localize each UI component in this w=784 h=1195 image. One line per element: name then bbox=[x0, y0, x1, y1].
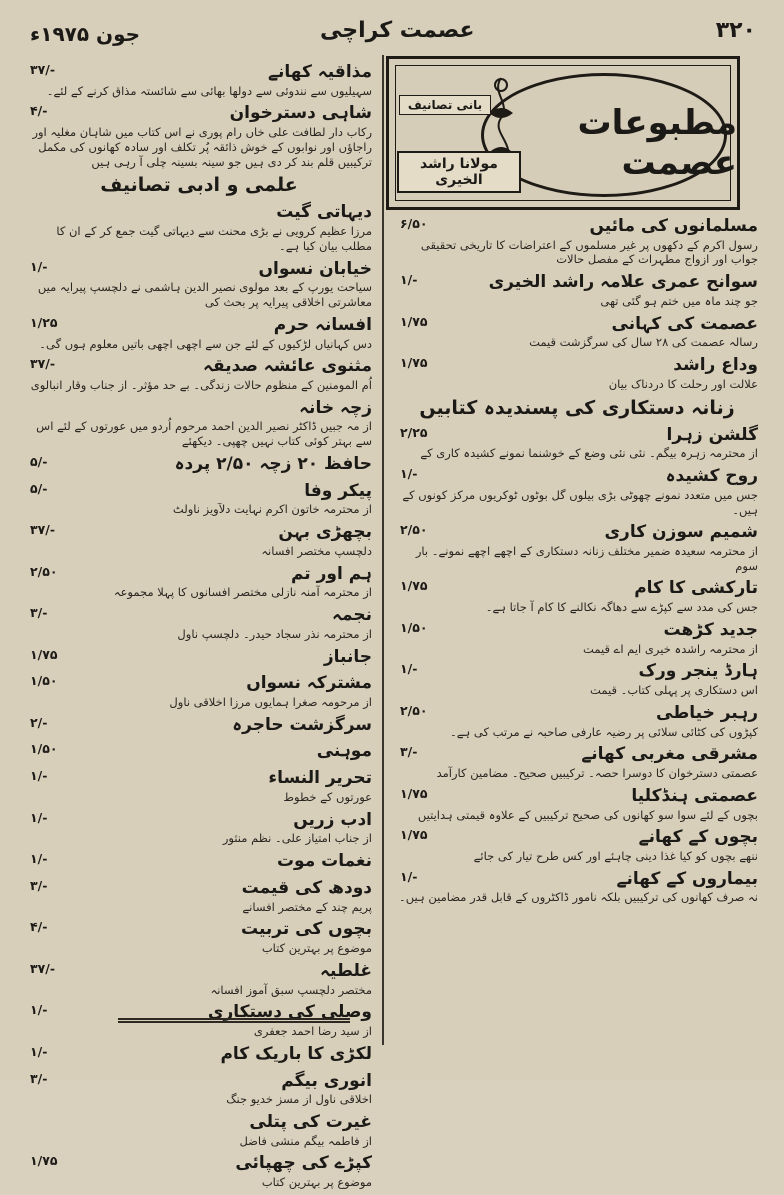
book-title: دیہاتی گیت bbox=[276, 202, 372, 223]
book-price: ۱/- bbox=[30, 1002, 48, 1018]
book-price: ۱/- bbox=[400, 868, 418, 884]
book-price: ۵/- bbox=[30, 480, 48, 496]
book-title: روح کشیدہ bbox=[665, 466, 758, 487]
book-entry bbox=[26, 202, 372, 253]
book-entry bbox=[26, 851, 372, 873]
book-title: ادب زریں bbox=[293, 809, 372, 830]
book-title: زچہ خانہ bbox=[299, 397, 372, 418]
book-description: جو چند ماہ میں ختم ہو گئی تھی bbox=[600, 293, 758, 308]
book-price: ۱/۷۵ bbox=[400, 827, 428, 843]
book-entry bbox=[26, 259, 372, 310]
book-description: از فاطمہ بیگم منشی فاضل bbox=[239, 1133, 372, 1148]
book-entry bbox=[26, 715, 372, 737]
book-description: جس میں متعدد نمونے چھوٹی بڑی بیلوں گل بوٹوں ٹوکریوں مرکز کونوں کے ہیں۔ bbox=[402, 487, 758, 517]
book-price: ۱/۷۵ bbox=[30, 1153, 58, 1169]
book-price: ۱/۵۰ bbox=[30, 673, 58, 689]
book-title: خیابان نسواں bbox=[258, 258, 372, 279]
book-entry bbox=[26, 62, 372, 98]
book-title: حافظ ۲۰ زچہ ۲/۵۰ پردہ bbox=[174, 453, 372, 474]
book-entry bbox=[26, 1153, 372, 1189]
book-price: ۲/۵۰ bbox=[30, 563, 58, 579]
book-title: غلطیہ bbox=[319, 960, 372, 981]
book-price: ۱/- bbox=[400, 466, 418, 482]
book-title: لکڑی کا باریک کام bbox=[220, 1043, 372, 1064]
book-description: عصمتی دسترخوان کا دوسرا حصہ۔ ترکیبیں صحیح۔ مضامین کارآمد bbox=[436, 766, 758, 781]
book-description: مختصر دلچسپ سبق آموز افسانہ bbox=[210, 982, 372, 997]
book-title: جانباز bbox=[323, 646, 372, 667]
book-price: ۳۷/- bbox=[30, 522, 56, 538]
book-title: جدید کڑھت bbox=[663, 619, 758, 640]
book-price: ۱/۲۵ bbox=[30, 314, 58, 330]
book-entry bbox=[26, 564, 372, 600]
book-entry bbox=[26, 315, 372, 351]
banner-title: مطبوعات عصمت bbox=[577, 103, 737, 183]
book-entry bbox=[26, 878, 372, 914]
book-title: نجمہ bbox=[332, 605, 372, 626]
book-title: بچوں کی تربیت bbox=[240, 919, 372, 940]
book-entry bbox=[396, 578, 758, 614]
book-description: پریم چند کے مختصر افسانے bbox=[242, 899, 372, 914]
book-price: ۱/۷۵ bbox=[400, 355, 428, 371]
book-price: ۱/۵۰ bbox=[30, 741, 58, 757]
book-price: ۳۷/- bbox=[30, 960, 56, 976]
book-entry bbox=[396, 620, 758, 656]
book-price: ۱/- bbox=[30, 258, 48, 274]
book-title: وصلی کی دستکاری bbox=[207, 1002, 372, 1023]
book-description: موضوع پر بہترین کتاب bbox=[261, 1175, 372, 1190]
book-title: مسلمانوں کی مائیں bbox=[589, 216, 758, 236]
book-entry bbox=[26, 673, 372, 709]
section-heading: زنانہ دستکاری کی پسندیدہ کتابیں bbox=[419, 396, 735, 419]
book-title: رہبر خیاطی bbox=[656, 702, 758, 723]
book-price: ۳/- bbox=[30, 1070, 48, 1086]
book-price: ۳۷/- bbox=[30, 62, 56, 77]
book-title: تحریر النساء bbox=[268, 768, 372, 789]
book-title: بچوں کے کھانے bbox=[638, 827, 758, 848]
book-description: اخلاقی ناول از مسز خدیو جنگ bbox=[226, 1092, 372, 1107]
book-title: دودھ کی قیمت bbox=[241, 877, 372, 898]
book-price: ۱/- bbox=[30, 851, 48, 867]
book-entry bbox=[396, 272, 758, 308]
book-entry bbox=[396, 216, 758, 267]
left-column bbox=[26, 62, 372, 1195]
book-title: عصمت کی کہانی bbox=[611, 313, 758, 334]
book-entry bbox=[396, 786, 758, 822]
book-title: وداع راشد bbox=[673, 355, 758, 376]
book-description: از مرحومہ صغرا ہمایوں مرزا اخلاقی ناول bbox=[169, 695, 372, 709]
book-price: ۱/- bbox=[30, 768, 48, 784]
book-entry bbox=[396, 466, 758, 517]
book-entry bbox=[396, 703, 758, 739]
magazine-title: عصمت کراچی bbox=[320, 18, 475, 43]
book-description: از محترمہ خاتون اکرم نہایت دلآویز ناولٹ bbox=[172, 502, 372, 517]
book-price: ۵/- bbox=[30, 453, 48, 469]
book-description: از محترمہ سعیدہ ضمیر مختلف زنانہ دستکاری کے اچھے اچھے نمونے۔ بار سوم bbox=[415, 544, 758, 573]
book-description: رکاب دار لطافت علی خاں رام پوری نے اس کتاب میں شاہان مغلیہ اور راجاؤں اور نوابوں کے خوش ذائقہ پُر تکلف اور سادہ کھانوں کی مکمل ترکیبیں قلم بند کر دی ہیں جو سینہ بسینہ چلی آ رہی ہیں bbox=[32, 125, 372, 169]
page-number: ۳۲۰ bbox=[715, 18, 756, 43]
book-entry bbox=[26, 356, 372, 392]
book-description: عورتوں کے خطوط bbox=[283, 789, 372, 804]
book-price: ۱/۷۵ bbox=[400, 578, 428, 594]
book-description: اُم المومنین کے منظوم حالات زندگی۔ بے حد مؤثر۔ از جناب وقار انبالوی bbox=[30, 377, 372, 392]
book-title: ہم اور تم bbox=[290, 563, 372, 584]
book-entry bbox=[26, 1071, 372, 1107]
book-title: مشرقی مغربی کھانے bbox=[581, 744, 758, 765]
banner-tag: بانی تصانیف bbox=[399, 95, 491, 115]
book-entry bbox=[26, 1044, 372, 1066]
book-entry bbox=[396, 744, 758, 780]
book-description: از محترمہ زہرہ بیگم۔ نئی نئی وضع کے خوشنما نمونے کشیدہ کاری کے bbox=[420, 446, 758, 461]
book-price: ۱/۵۰ bbox=[400, 619, 428, 635]
book-price: ۱/۷۵ bbox=[30, 646, 58, 662]
book-description: رسالہ عصمت کی ۲۸ سال کی سرگزشت قیمت bbox=[529, 335, 758, 350]
book-entry bbox=[396, 827, 758, 863]
book-description: دلچسپ مختصر افسانہ bbox=[261, 543, 372, 558]
book-title: مثنوی عائشہ صدیقہ bbox=[203, 356, 372, 377]
book-price: ۲/۵۰ bbox=[400, 522, 428, 538]
book-entry bbox=[26, 398, 372, 449]
book-price: ۲/۵۰ bbox=[400, 702, 428, 718]
book-title: عصمتی ہنڈکلیا bbox=[631, 785, 758, 806]
book-description: جس کی مدد سے کپڑے سے دھاگہ نکالنے کا کام آ جاتا ہے۔ bbox=[485, 600, 758, 615]
issue-date: جون ۱۹۷۵ء bbox=[30, 22, 141, 46]
book-entry bbox=[396, 314, 758, 350]
book-description: سیاحت یورپ کے بعد مولوی نصیر الدین ہاشمی نے دلچسپ پیرایہ میں معاشرتی اخلاقی پیرایہ پر بحث کی bbox=[37, 280, 372, 310]
book-title: بیماروں کے کھانے bbox=[616, 868, 758, 889]
book-entry bbox=[26, 741, 372, 763]
book-entry bbox=[396, 869, 758, 905]
book-title: نغمات موت bbox=[276, 851, 372, 872]
book-description: از محترمہ آمنہ نازلی مختصر افسانوں کا پہلا مجموعہ bbox=[113, 585, 372, 600]
book-price: ۴/- bbox=[30, 919, 48, 935]
book-description: دس کہانیاں لڑکیوں کے لئے جن سے اچھی اچھی باتیں معلوم ہوں گی۔ bbox=[39, 336, 372, 351]
book-price: ۱/۷۵ bbox=[400, 313, 428, 329]
book-price: ۱/- bbox=[30, 1043, 48, 1059]
book-price: ۳/- bbox=[400, 744, 418, 760]
book-entry bbox=[26, 961, 372, 997]
book-title: موہنی bbox=[316, 741, 372, 762]
book-entry bbox=[26, 647, 372, 669]
book-description: از محترمہ نذر سجاد حیدر۔ دلچسپ ناول bbox=[177, 626, 372, 641]
book-description: علالت اور رحلت کا دردناک بیان bbox=[608, 376, 758, 391]
book-description: از سید رضا احمد جعفری bbox=[253, 1024, 372, 1039]
book-title: شاہی دسترخوان bbox=[229, 103, 372, 124]
book-entry bbox=[26, 919, 372, 955]
book-price: ۴/- bbox=[30, 103, 48, 119]
section-heading: علمی و ادبی تصانیف bbox=[100, 174, 298, 197]
book-price: ۳/- bbox=[30, 877, 48, 893]
book-price: ۳/- bbox=[30, 605, 48, 621]
book-description: مرزا عظیم کرویی نے بڑی محنت سے دیہاتی گیت جمع کر کے ان کا مطلب بیان کیا ہے۔ bbox=[56, 224, 372, 253]
right-column bbox=[396, 216, 758, 910]
book-entry bbox=[396, 661, 758, 697]
book-title: بچھڑی بہن bbox=[278, 522, 372, 543]
book-entry bbox=[26, 454, 372, 476]
book-entry bbox=[396, 355, 758, 391]
book-price: ۶/۵۰ bbox=[400, 216, 428, 231]
column-divider bbox=[382, 55, 384, 1045]
book-entry bbox=[396, 425, 758, 461]
book-description: از مہ جبیں ڈاکٹر نصیر الدین احمد مرحوم اُردو میں عورتوں کے لئے اس سے بہتر کوئی کتاب نہیں چھپی۔ دیکھئے bbox=[36, 419, 372, 449]
book-description: از محترمہ راشدہ خیری ایم اے قیمت bbox=[583, 641, 758, 656]
book-entry bbox=[26, 605, 372, 641]
book-price: ۲/۲۵ bbox=[400, 424, 428, 440]
book-title: غیرت کی پتلی bbox=[249, 1112, 372, 1132]
book-price: ۱/- bbox=[400, 272, 418, 288]
book-title: کپڑے کی چھپائی bbox=[235, 1153, 372, 1174]
book-title: افسانہ حرم bbox=[273, 314, 372, 335]
book-description: نہ صرف کھانوں کی ترکیبیں بلکہ نامور ڈاکٹروں کے قابل قدر مضامین ہیں۔ bbox=[399, 890, 758, 905]
book-entry bbox=[26, 768, 372, 804]
book-title: سرگزشت حاجرہ bbox=[232, 714, 372, 735]
book-title: ہارڈ ینجر ورک bbox=[638, 661, 758, 682]
book-title: پیکر وفا bbox=[304, 480, 372, 501]
book-title: گلشن زہرا bbox=[666, 424, 758, 445]
book-description: موضوع پر بہترین کتاب bbox=[261, 941, 372, 956]
banner-author: مولانا راشد الخیری bbox=[397, 151, 521, 193]
book-title: شمیم سوزن کاری bbox=[604, 522, 758, 543]
book-description: از جناب امتیاز علی۔ نظم منثور bbox=[222, 831, 372, 846]
book-description: اس دستکاری پر پہلی کتاب۔ قیمت bbox=[590, 683, 758, 698]
book-description: سہیلیوں سے نندوئی سے دولھا بھائی سے شائستہ مذاق کرنے کے لئے۔ bbox=[46, 83, 372, 98]
book-description: ننھے بچوں کو کیا غذا دینی چاہئے اور کس طرح تیار کی جائے bbox=[473, 849, 758, 863]
book-price: ۳۷/- bbox=[30, 356, 56, 372]
book-description: رسول اکرم کے دکھوں پر غیر مسلموں کے اعتراضات کا تاریخی تحقیقی جواب اور ازواج مطہرات کے مفصل حالات bbox=[420, 237, 758, 267]
book-description: بچوں کے لئے سوا سو کھانوں کی صحیح ترکیبیں کے علاوہ قیمتی ہدایتیں bbox=[417, 807, 758, 822]
book-price: ۱/- bbox=[400, 661, 418, 677]
book-entry bbox=[26, 522, 372, 558]
book-price: ۱/- bbox=[30, 809, 48, 825]
book-entry bbox=[26, 481, 372, 517]
book-entry bbox=[26, 1112, 372, 1148]
book-description: کپڑوں کی کٹائی سلائی پر رضیہ عارفی صاحبہ نے مرتب کی ہے۔ bbox=[450, 724, 758, 739]
book-title: مشترکہ نسواں bbox=[246, 673, 372, 694]
book-price: ۱/۷۵ bbox=[400, 785, 428, 801]
book-title: سوانح عمری علامہ راشد الخیری bbox=[488, 272, 758, 293]
page-header bbox=[0, 0, 784, 56]
book-title: انوری بیگم bbox=[281, 1070, 372, 1091]
end-rule bbox=[118, 1018, 350, 1023]
publications-banner bbox=[386, 56, 740, 210]
book-title: مذاقیہ کھانے bbox=[268, 62, 372, 82]
book-price: ۲/- bbox=[30, 714, 48, 730]
book-entry bbox=[26, 103, 372, 169]
book-entry bbox=[26, 810, 372, 846]
book-title: تارکشی کا کام bbox=[634, 578, 758, 599]
book-entry bbox=[396, 522, 758, 573]
